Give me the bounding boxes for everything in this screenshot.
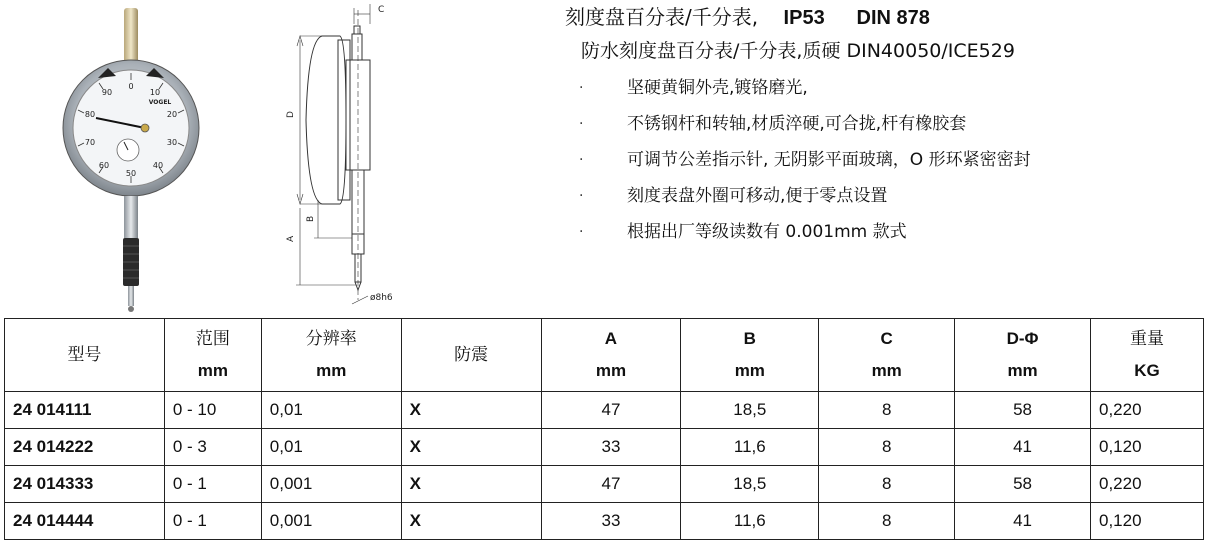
table-header-row [5,319,1204,392]
cell-resolution: 0,01 [261,392,401,429]
dial-number-60: 60 [98,161,110,170]
cell-range: 0 - 1 [164,503,261,540]
header-label: 型号 [67,345,102,364]
cell-shockproof: X [401,429,541,466]
title-din-standard: DIN 878 [856,7,930,29]
dim-label-d: D [286,111,296,118]
header-unit: mm [316,361,347,380]
dim-label-a: A [286,235,296,242]
cell-model: 24 014111 [5,392,165,429]
feature-text: 坚硬黄铜外壳,镀铬磨光, [627,78,808,98]
table-row [5,392,1204,429]
header-resolution [261,319,401,392]
cell-b: 11,6 [681,429,819,466]
cell-a: 47 [541,392,681,429]
product-title [565,2,1215,32]
cell-range: 0 - 1 [164,466,261,503]
cell-model: 24 014333 [5,466,165,503]
cell-c: 8 [819,503,955,540]
feature-item [565,214,1215,250]
header-label: 范围 [195,329,230,348]
feature-text: 可调节公差指示针, 无阴影平面玻璃，O 形环紧密密封 [627,150,1031,170]
feature-list [565,70,1215,250]
feature-item [565,106,1215,142]
dim-label-stem: ø8h6 [370,293,393,303]
header-label: C [880,329,893,348]
feature-text: 根据出厂等级读数有 0.001mm 款式 [627,222,907,242]
dial-number-50: 50 [125,169,137,178]
header-c [819,319,955,392]
cell-model: 24 014444 [5,503,165,540]
dial-number-70: 70 [84,138,96,147]
bullet: · [579,80,584,96]
cell-a: 33 [541,429,681,466]
cell-weight: 0,120 [1091,503,1204,540]
bullet: · [579,188,584,204]
header-label: 重量 [1130,329,1164,348]
dial-gauge-illustration [0,0,540,318]
bullet: · [579,224,584,240]
header-unit: mm [1007,361,1038,380]
dial-number-30: 30 [166,138,178,147]
cell-model: 24 014222 [5,429,165,466]
product-figure [0,0,540,318]
header-unit: mm [595,361,627,380]
header-label: B [743,329,756,348]
dial-number-0: 0 [128,82,134,91]
contact-point-spindle [128,286,134,306]
dim-label-b: B [306,215,316,222]
bullet: · [579,152,584,168]
cell-d: 58 [955,466,1091,503]
header-unit: mm [197,361,228,380]
header-unit: mm [734,361,765,380]
cell-b: 18,5 [681,466,819,503]
header-label: 防震 [454,345,489,364]
title-cn: 刻度盘百分表/千分表, [565,5,759,29]
cell-c: 8 [819,392,955,429]
product-header [565,2,1215,250]
needle-hub [141,124,149,132]
cell-weight: 0,220 [1091,466,1204,503]
cell-shockproof: X [401,503,541,540]
cell-resolution: 0,001 [261,466,401,503]
cell-resolution: 0,01 [261,429,401,466]
spec-table [4,318,1204,540]
cell-range: 0 - 3 [164,429,261,466]
header-a [541,319,681,392]
table-row [5,503,1204,540]
cell-d: 41 [955,503,1091,540]
feature-item [565,70,1215,106]
cell-weight: 0,120 [1091,429,1204,466]
cell-resolution: 0,001 [261,503,401,540]
cell-weight: 0,220 [1091,392,1204,429]
table-row [5,466,1204,503]
header-weight [1091,319,1204,392]
stem-sleeve [124,196,138,238]
dial-number-10: 10 [149,88,161,97]
cell-d: 58 [955,392,1091,429]
header-d [955,319,1091,392]
brand-logo: VOGEL [148,99,172,106]
bullet: · [579,116,584,132]
dial-number-90: 90 [101,88,113,97]
cell-b: 18,5 [681,392,819,429]
feature-item [565,142,1215,178]
cell-shockproof: X [401,466,541,503]
feature-text: 不锈钢杆和转轴,材质淬硬,可合拢,杆有橡胶套 [627,114,967,134]
cell-c: 8 [819,429,955,466]
header-unit: KG [1134,361,1160,380]
header-unit: mm [871,361,902,380]
cell-shockproof: X [401,392,541,429]
header-label: D-Φ [1006,329,1039,348]
cell-d: 41 [955,429,1091,466]
header-range [164,319,261,392]
cell-range: 0 - 10 [164,392,261,429]
dial-number-80: 80 [84,110,96,119]
header-label: 分辨率 [305,329,357,348]
header-model [5,319,165,392]
dial-number-20: 20 [166,110,178,119]
dim-label-c: C [378,5,385,15]
title-ip-rating: IP53 [783,7,825,29]
header-shockproof [401,319,541,392]
header-label: A [604,329,618,348]
cell-b: 11,6 [681,503,819,540]
cell-c: 8 [819,466,955,503]
dial-number-40: 40 [152,161,164,170]
cell-a: 47 [541,466,681,503]
feature-text: 刻度表盘外圈可移动,便于零点设置 [627,186,888,206]
feature-item [565,178,1215,214]
side-view-drawing [296,4,370,304]
contact-point [128,306,134,312]
cell-a: 33 [541,503,681,540]
header-b [681,319,819,392]
table-row [5,429,1204,466]
product-subtitle: 防水刻度盘百分表/千分表,质硬 DIN40050/ICE529 [581,40,1015,62]
